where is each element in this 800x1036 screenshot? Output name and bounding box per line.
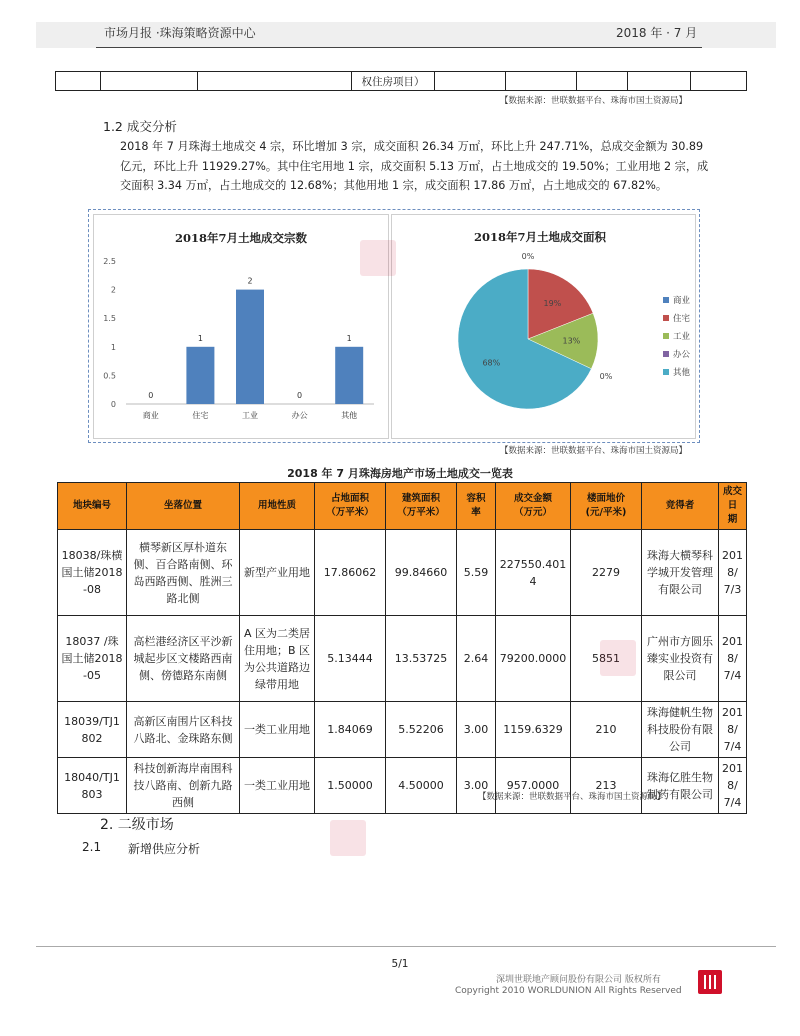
subsection-title: 新增供应分析 — [128, 842, 201, 856]
logo-icon — [698, 970, 722, 994]
table-title: 2018 年 7 月珠海房地产市场土地成交一览表 — [287, 467, 513, 480]
bar-chart — [94, 215, 388, 438]
column-header: 容积 率 — [457, 483, 496, 530]
x-tick-label: 商业 — [142, 411, 159, 420]
header-date: 2018 年 · 7 月 — [616, 26, 698, 40]
footer-copyright: Copyright 2010 WORLDUNION All Rights Reserved — [455, 986, 682, 996]
table-row — [58, 702, 747, 758]
table-cell: 957.0000 — [496, 758, 571, 814]
table-cell: 5.59 — [457, 530, 496, 616]
x-tick-label: 住宅 — [192, 411, 209, 420]
x-tick-label: 工业 — [242, 411, 258, 420]
pie-value-label: 68% — [482, 358, 501, 368]
table-cell: 1159.6329 — [496, 702, 571, 758]
watermark-logo — [330, 820, 366, 856]
table-row — [58, 758, 747, 814]
paragraph: 2018 年 7 月珠海土地成交 4 宗，环比增加 3 宗，成交面积 26.34 万㎡，环比上升 247.71%，总成交金额为 30.89 亿元，环比上升 11929.27%。其中住宅用地 1 宗，成交面积 5.13 万㎡，占土地成交的 19.50%；工业用地 2 宗，成交面积 3.34 万㎡，占土地成交的 12.68%；其他用地 1 宗，成交面积 17.86 万㎡，占土地成交的 67.82%。 — [120, 140, 709, 193]
table-header-row — [58, 483, 747, 530]
bar-chart-panel — [93, 214, 389, 439]
bar-value-label: 2 — [247, 276, 253, 286]
column-header: 建筑面积 （万平米） — [386, 483, 457, 530]
legend-label: 住宅 — [673, 314, 691, 324]
table-cell: 珠海健帆生物科技股份有限公司 — [642, 702, 719, 758]
table-cell: 2018/7/4 — [719, 702, 747, 758]
y-tick-label: 2 — [110, 285, 116, 295]
table-row — [58, 530, 747, 616]
bar-value-label: 1 — [346, 333, 352, 343]
table-cell: 213 — [571, 758, 642, 814]
chart-title: 2018年7月土地成交宗数 — [174, 231, 308, 245]
watermark-logo — [360, 240, 396, 276]
table-cell: 高新区南围片区科技八路北、金珠路东侧 — [127, 702, 240, 758]
footer-company: 深圳世联地产顾问股份有限公司 版权所有 — [496, 975, 661, 985]
company-logo — [698, 970, 722, 994]
table-cell: 18038/珠横国土储2018-08 — [58, 530, 127, 616]
table-row — [56, 72, 747, 91]
bar — [335, 347, 363, 404]
table-cell: 广州市方圆乐臻实业投资有限公司 — [642, 616, 719, 702]
pie-value-label: 0% — [521, 252, 535, 261]
y-tick-label: 0 — [110, 400, 116, 409]
source-note: 【数据来源：世联数据平台、珠海市国土资源局】 — [500, 96, 688, 106]
page-number: 5/1 — [391, 958, 409, 970]
legend-swatch — [663, 297, 669, 303]
table-cell: 珠海大横琴科学城开发管理有限公司 — [642, 530, 719, 616]
header-divider — [96, 47, 702, 48]
section-title: 1.2 成交分析 — [103, 119, 177, 134]
pie-chart-panel — [391, 214, 696, 439]
legend-label: 工业 — [673, 332, 691, 342]
table-cell: 横琴新区厚朴道东侧、百合路南侧、环岛西路西侧、胜洲三路北侧 — [127, 530, 240, 616]
column-header: 地块编号 — [58, 483, 127, 530]
bar-value-label: 1 — [197, 333, 203, 343]
table-cell: 1.84069 — [315, 702, 386, 758]
table-cell: A 区为二类居住用地；B 区为公共道路边绿带用地 — [240, 616, 315, 702]
table-cell: 3.00 — [457, 758, 496, 814]
table-cell: 珠海亿胜生物制药有限公司 — [642, 758, 719, 814]
table-cell: 新型产业用地 — [240, 530, 315, 616]
land-deal-table — [57, 482, 747, 814]
y-tick-label: 1 — [110, 342, 116, 352]
bar-value-label: 0 — [148, 391, 154, 400]
table-cell: 1.50000 — [315, 758, 386, 814]
bar — [236, 290, 264, 404]
y-tick-label: 1.5 — [103, 314, 116, 324]
table-cell: 高栏港经济区平沙新城起步区文楼路西南侧、傍德路东南侧 — [127, 616, 240, 702]
table-cell: 18039/TJ1802 — [58, 702, 127, 758]
column-header: 竞得者 — [642, 483, 719, 530]
table-cell: 科技创新海岸南围科技八路南、创新九路西侧 — [127, 758, 240, 814]
legend-swatch — [663, 369, 669, 375]
table-cell: 17.86062 — [315, 530, 386, 616]
table-cell: 18040/TJ1803 — [58, 758, 127, 814]
table-cell: 4.50000 — [386, 758, 457, 814]
table-cell: 5.13444 — [315, 616, 386, 702]
pie-value-label: 19% — [543, 299, 562, 309]
table-cell: 2279 — [571, 530, 642, 616]
column-header: 坐落位置 — [127, 483, 240, 530]
x-tick-label: 办公 — [291, 411, 308, 420]
table-cell: 5851 — [571, 616, 642, 702]
pie-chart — [392, 215, 695, 438]
column-header: 用地性质 — [240, 483, 315, 530]
legend-label: 其他 — [673, 368, 691, 378]
table-cell: 79200.0000 — [496, 616, 571, 702]
table-cell: 18037 /珠国土储2018-05 — [58, 616, 127, 702]
source-note: 【数据来源：世联数据平台、珠海市国土资源局】 — [500, 446, 688, 456]
column-header: 成交金额 （万元） — [496, 483, 571, 530]
table-row — [58, 616, 747, 702]
legend-swatch — [663, 333, 669, 339]
watermark-logo — [600, 640, 636, 676]
y-tick-label: 0.5 — [103, 371, 116, 381]
legend-swatch — [663, 315, 669, 321]
table-cell: 3.00 — [457, 702, 496, 758]
table-cell: 210 — [571, 702, 642, 758]
bar — [186, 347, 214, 404]
table-cell: 99.84660 — [386, 530, 457, 616]
legend-label: 商业 — [673, 296, 691, 306]
table-cell: 2018/7/4 — [719, 758, 747, 814]
pie-value-label: 0% — [599, 372, 613, 381]
table-cell: 2018/7/4 — [719, 616, 747, 702]
bar-value-label: 0 — [297, 391, 303, 400]
table-cell: 227550.4014 — [496, 530, 571, 616]
table-cell: 权住房项目） — [352, 72, 435, 91]
subsection-number: 2.1 — [82, 840, 102, 854]
table-cell: 5.52206 — [386, 702, 457, 758]
table-cell: 一类工业用地 — [240, 702, 315, 758]
section-title: 2. 二级市场 — [100, 817, 174, 833]
column-header: 楼面地价 (元/平米) — [571, 483, 642, 530]
footer-divider — [36, 946, 776, 947]
table-cell: 一类工业用地 — [240, 758, 315, 814]
x-tick-label: 其他 — [341, 411, 358, 420]
header-title: 市场月报 ·珠海策略资源中心 — [104, 26, 256, 40]
column-header: 成交日 期 — [719, 483, 747, 530]
chart-title: 2018年7月土地成交面积 — [473, 230, 607, 244]
column-header: 占地面积 （万平米） — [315, 483, 386, 530]
y-tick-label: 2.5 — [103, 257, 116, 266]
previous-table-fragment — [55, 71, 747, 91]
table-cell: 2.64 — [457, 616, 496, 702]
table-cell: 13.53725 — [386, 616, 457, 702]
source-note: 【数据来源：世联数据平台、珠海市国土资源局】 — [478, 792, 666, 802]
legend-swatch — [663, 351, 669, 357]
table-cell: 2018/7/3 — [719, 530, 747, 616]
pie-value-label: 13% — [562, 336, 581, 346]
legend-label: 办公 — [673, 350, 691, 360]
